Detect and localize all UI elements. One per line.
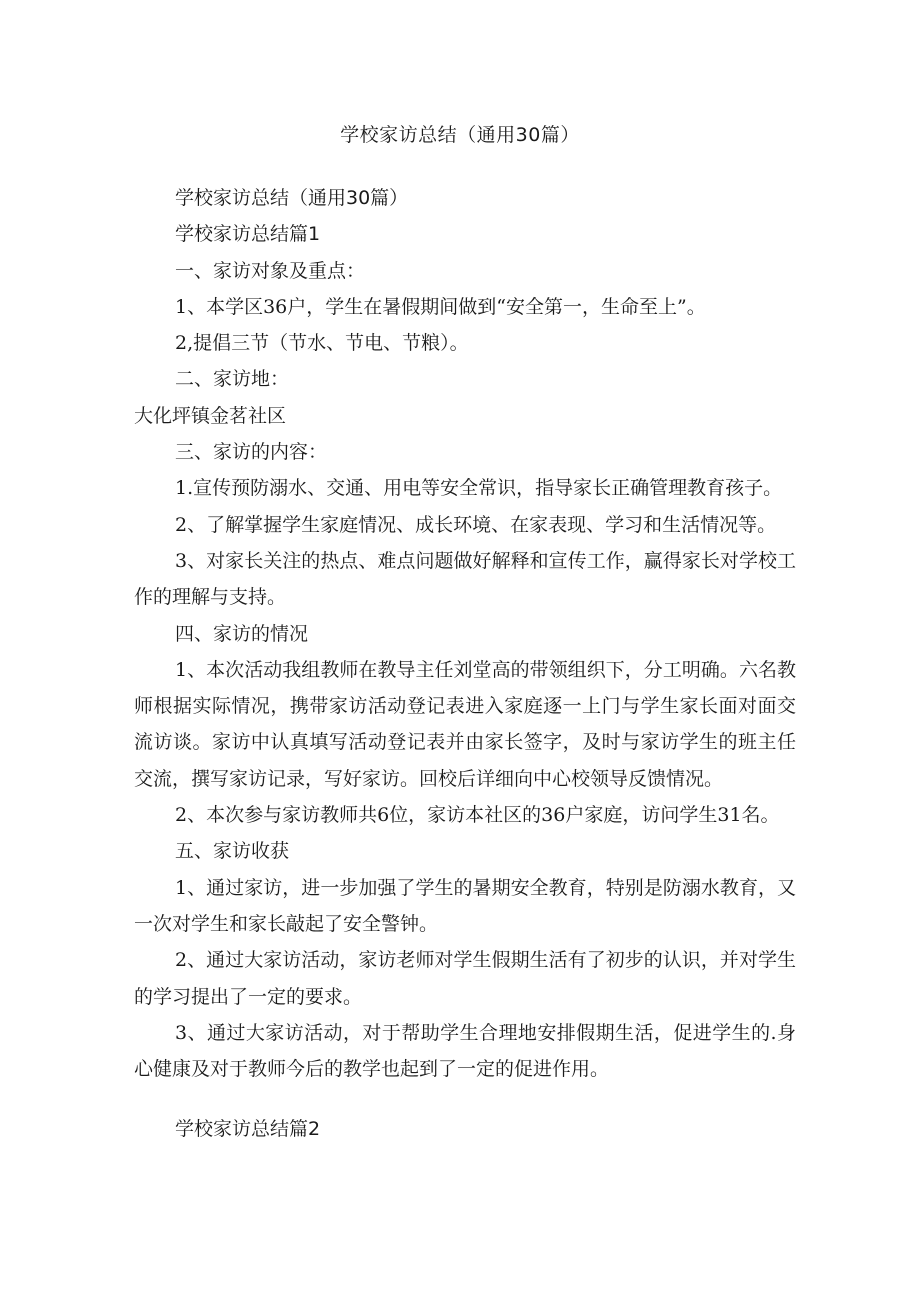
heading-visit-targets: 一、家访对象及重点： xyxy=(175,259,366,282)
paragraph-targets-1: 1、本学区36户，学生在暑假期间做到“安全第一，生命至上”。 xyxy=(175,295,706,318)
heading-visit-gains: 五、家访收获 xyxy=(175,840,290,863)
heading-visit-situation: 四、家访的情况 xyxy=(175,622,309,645)
paragraph-content-3: 3、对家长关注的热点、难点问题做好解释和宣传工作，赢得家长对学校工作的理解与支持。 xyxy=(134,549,796,609)
paragraph-gains-3: 3、通过大家访活动，对于帮助学生合理地安排假期生活，促进学生的.身心健康及对于教师今后的教学也起到了一定的促进作用。 xyxy=(134,1021,796,1081)
section-heading-article-1: 学校家访总结篇1 xyxy=(175,223,321,246)
heading-visit-content: 三、家访的内容： xyxy=(175,441,328,464)
paragraph-gains-1: 1、通过家访，进一步加强了学生的暑期安全教育，特别是防溺水教育，又一次对学生和家长敲起了安全警钟。 xyxy=(134,876,796,935)
paragraph-content-2: 2、了解掌握学生家庭情况、成长环境、在家表现、学习和生活情况等。 xyxy=(175,513,777,536)
paragraph-situation-2: 2、本次参与家访教师共6位，家访本社区的36户家庭，访问学生31名。 xyxy=(175,804,780,827)
paragraph-gains-2: 2、通过大家访活动，家访老师对学生假期生活有了初步的认识，并对学生的学习提出了一定的要求。 xyxy=(134,949,796,1008)
paragraph-situation-1: 1、本次活动我组教师在教导主任刘堂高的带领组织下，分工明确。六名教师根据实际情况，携带家访活动登记表进入家庭逐一上门与学生家长面对面交流访谈。家访中认真填写活动登记表并由家长签字，及时与家访学生的班主任交流，撰写家访记录，写好家访。回校后详细向中心校领导反馈情况。 xyxy=(134,658,796,790)
paragraph-targets-2: 2,提倡三节（节水、节电、节粮）。 xyxy=(175,332,469,355)
document-body xyxy=(134,180,796,1148)
section-heading-article-2: 学校家访总结篇2 xyxy=(175,1118,321,1141)
paragraph-content-1: 1.宣传预防溺水、交通、用电等安全常识，指导家长正确管理教育孩子。 xyxy=(175,477,783,500)
paragraph-location: 大化坪镇金茗社区 xyxy=(134,404,287,427)
document-title: 学校家访总结（通用30篇） xyxy=(340,124,580,146)
heading-visit-location: 二、家访地： xyxy=(175,368,290,391)
subtitle-paragraph: 学校家访总结（通用30篇） xyxy=(175,187,409,209)
